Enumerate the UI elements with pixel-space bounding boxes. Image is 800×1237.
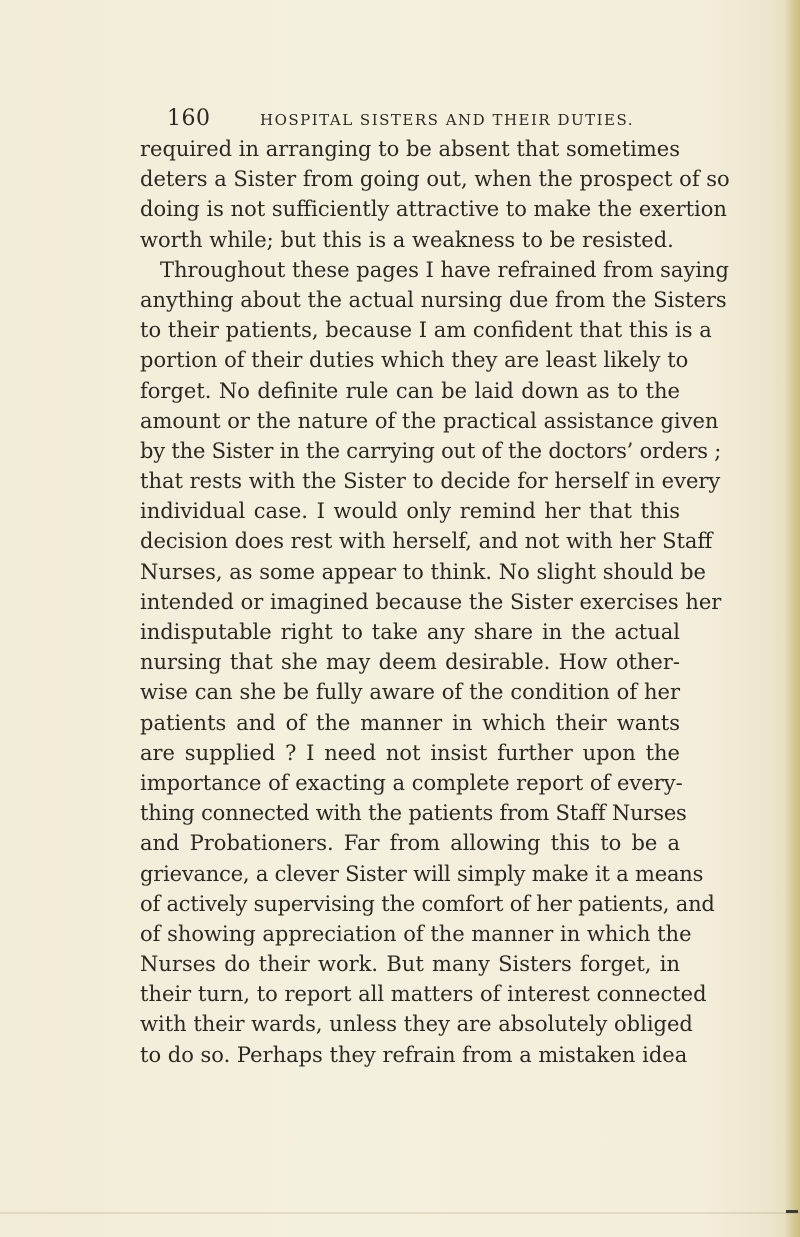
text-line: and Probationers. Far from allowing this to be a bbox=[140, 831, 680, 856]
running-title: HOSPITAL SISTERS AND THEIR DUTIES. bbox=[260, 111, 635, 129]
text-line: thing connected with the patients from Staff Nurses bbox=[140, 801, 687, 826]
text-line: individual case. I would only remind her that this bbox=[140, 499, 680, 524]
text-line: indisputable right to take any share in the actual bbox=[140, 620, 680, 644]
text-line: worth while; but this is a weakness to be resisted. bbox=[140, 227, 674, 252]
text-line: their turn, to report all matters of interest connected bbox=[140, 982, 707, 1007]
text-line: to do so. Perhaps they refrain from a mistaken idea bbox=[140, 1042, 688, 1067]
page-number: 160 bbox=[167, 106, 211, 131]
page-edge-shadow bbox=[784, 0, 800, 1237]
text-line: to their patients, because I am confident that this is a bbox=[140, 318, 712, 343]
text-line: patients and of the manner in which their wants bbox=[140, 710, 680, 735]
text-line: required in arranging to be absent that sometimes bbox=[140, 137, 680, 161]
page-header bbox=[167, 104, 687, 134]
text-line: Nurses do their work. But many Sisters forget, in bbox=[140, 952, 680, 977]
text-line: Throughout these pages I have refrained from saying bbox=[160, 257, 729, 282]
text-line: of actively supervising the comfort of her patients, and bbox=[140, 891, 715, 916]
text-line: Nurses, as some appear to think. No slight should be bbox=[140, 559, 706, 584]
text-line: portion of their duties which they are least likely to bbox=[140, 348, 689, 373]
text-line: anything about the actual nursing due from the Sisters bbox=[140, 287, 727, 312]
text-line: by the Sister in the carrying out of the doctors’ orders ; bbox=[140, 438, 722, 463]
text-line: decision does rest with herself, and not with her Staff bbox=[140, 529, 713, 554]
text-line: importance of exacting a complete report of every- bbox=[140, 770, 683, 795]
text-line: wise can she be fully aware of the condition of her bbox=[140, 680, 680, 705]
text-line: are supplied ? I need not insist further upon the bbox=[140, 740, 680, 765]
text-line: intended or imagined because the Sister exercises her bbox=[140, 589, 722, 614]
text-line: nursing that she may deem desirable. How other- bbox=[140, 650, 680, 675]
text-line: doing is not sufficiently attractive to make the exertion bbox=[140, 197, 727, 222]
text-line: with their wards, unless they are absolutely obliged bbox=[140, 1012, 693, 1037]
body-text bbox=[140, 134, 730, 1070]
text-line: deters a Sister from going out, when the prospect of so bbox=[140, 167, 730, 192]
text-line: forget. No definite rule can be laid down as to the bbox=[140, 378, 680, 403]
page-fold-line bbox=[0, 1212, 800, 1214]
text-line: that rests with the Sister to decide for herself in every bbox=[140, 469, 721, 494]
text-line: grievance, a clever Sister will simply make it a means bbox=[140, 861, 704, 886]
page-corner-mark bbox=[786, 1210, 798, 1213]
text-line: of showing appreciation of the manner in which the bbox=[140, 921, 692, 946]
text-line: amount or the nature of the practical assistance given bbox=[140, 408, 719, 433]
